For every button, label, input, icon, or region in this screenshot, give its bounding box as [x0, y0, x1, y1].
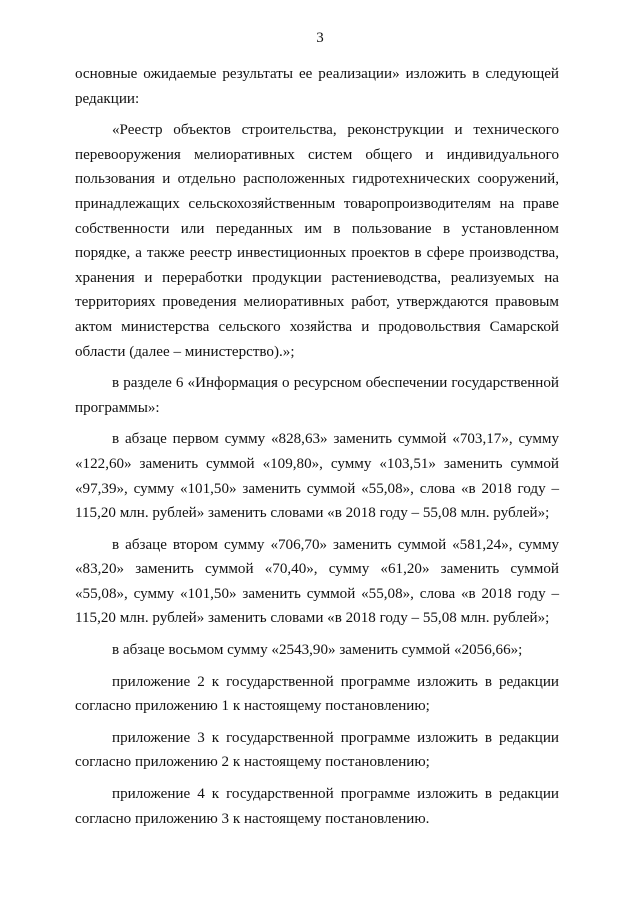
paragraph-registry-quote: «Реестр объектов строительства, реконструкции и технического перевооружения мелиоративных систем общего и индивидуального пользования и отдельно расположенных гидротехнических сооружений, принадлежащих сельскохозяйственным товаропроизводителям на праве собственности или переданных им в пользование в установленном порядке, а также реестр инвестиционных проектов в сфере производства, хранения и переработки продукции растениеводства, реализуемых на территориях проведения мелиоративных работ, утверждаются правовым актом министерства сельского хозяйства и продовольствия Самарской области (далее – министерство).»;: [75, 122, 559, 360]
paragraph-appendix-4: приложение 4 к государственной программе изложить в редакции согласно приложению 3 к настоящему постановлению.: [75, 786, 559, 827]
paragraph-appendix-3: приложение 3 к государственной программе изложить в редакции согласно приложению 2 к настоящему постановлению;: [75, 729, 559, 771]
paragraph-second-clause: в абзаце втором сумму «706,70» заменить суммой «581,24», сумму «83,20» заменить суммой «70,40», сумму «61,20» заменить суммой «55,08», сумму «101,50» заменить суммой «55,08», слова «в 2018 году – 115,20 млн. рублей» заменить словами «в 2018 году – 55,08 млн. рублей»;: [75, 536, 559, 627]
paragraph-first-clause: в абзаце первом сумму «828,63» заменить суммой «703,17», сумму «122,60» заменить суммой «109,80», сумму «103,51» заменить суммой «97,39», сумму «101,50» заменить суммой «55,08», слова «в 2018 году – 115,20 млн. рублей» заменить словами «в 2018 году – 55,08 млн. рублей»;: [75, 431, 559, 522]
document-body: [75, 62, 559, 831]
paragraph-section-6: в разделе 6 «Информация о ресурсном обеспечении государственной программы»:: [75, 375, 559, 416]
paragraph-eighth-clause: в абзаце восьмом сумму «2543,90» заменить суммой «2056,66»;: [112, 642, 523, 659]
paragraph-appendix-2: приложение 2 к государственной программе изложить в редакции согласно приложению 1 к настоящему постановлению;: [75, 673, 559, 715]
page-number: 3: [316, 30, 324, 46]
paragraph-intro: основные ожидаемые результаты ее реализации» изложить в следующей редакции:: [75, 66, 559, 107]
